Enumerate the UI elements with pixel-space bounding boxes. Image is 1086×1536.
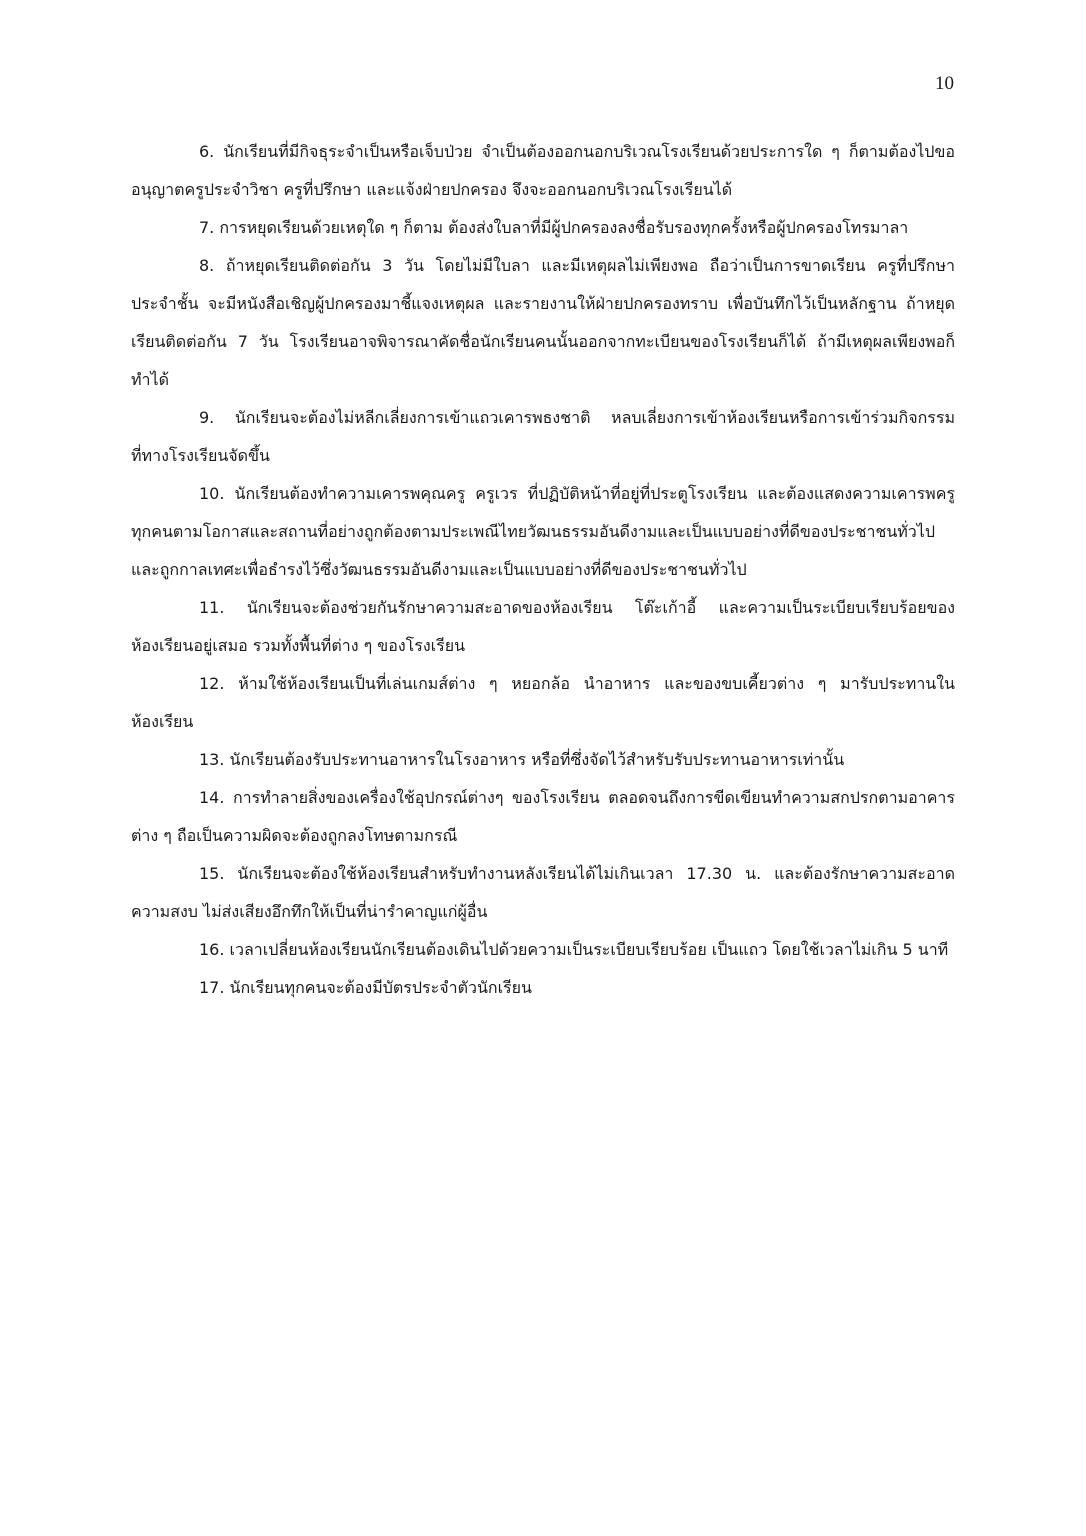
rule-item-10: 10. นักเรียนต้องทำความเคารพคุณครู ครูเวร ที่ปฏิบัติหน้าที่อยู่ที่ประตูโรงเรียน และต้องแสดงความเคารพครูทุกคนตามโอกาสและสถานที่อย่างถูกต้องตามประเพณีไทยวัฒนธรรมอันดีงามและเป็นแบบอย่างที่ดีของประชาชนทั่วไปและถูกกาลเทศะเพื่อธำรงไว้ซึ่งวัฒนธรรมอันดีงามและเป็นแบบอย่างที่ดีของประชาชนทั่วไป <box>131 484 955 579</box>
rule-item-16: 16. เวลาเปลี่ยนห้องเรียนนักเรียนต้องเดินไปด้วยความเป็นระเบียบเรียบร้อย เป็นแถว โดยใช้เวลาไม่เกิน 5 นาที <box>199 940 949 959</box>
rule-item-6: 6. นักเรียนที่มีกิจธุระจำเป็นหรือเจ็บป่วย จำเป็นต้องออกนอกบริเวณโรงเรียนด้วยประการใด ๆ ก็ตามต้องไปขออนุญาตครูประจำวิชา ครูที่ปรึกษา และแจ้งฝ่ายปกครอง จึงจะออกนอกบริเวณโรงเรียนได้ <box>131 142 955 199</box>
rule-item-7: 7. การหยุดเรียนด้วยเหตุใด ๆ ก็ตาม ต้องส่งใบลาที่มีผู้ปกครองลงชื่อรับรองทุกครั้งหรือผู้ปกครองโทรมาลา <box>199 218 909 237</box>
rule-item-13: 13. นักเรียนต้องรับประทานอาหารในโรงอาหาร หรือที่ซึ่งจัดไว้สำหรับรับประทานอาหารเท่านั้น <box>199 750 845 769</box>
rule-item-17: 17. นักเรียนทุกคนจะต้องมีบัตรประจำตัวนักเรียน <box>199 978 532 997</box>
rule-item-15: 15. นักเรียนจะต้องใช้ห้องเรียนสำหรับทำงานหลังเรียนได้ไม่เกินเวลา 17.30 น. และต้องรักษาความสะอาด ความสงบ ไม่ส่งเสียงอึกทึกให้เป็นที่น่ารำคาญแก่ผู้อื่น <box>131 864 955 921</box>
rule-item-8: 8. ถ้าหยุดเรียนติดต่อกัน 3 วัน โดยไม่มีใบลา และมีเหตุผลไม่เพียงพอ ถือว่าเป็นการขาดเรียน ครูที่ปรึกษาประจำชั้น จะมีหนังสือเชิญผู้ปกครองมาชี้แจงเหตุผล และรายงานให้ฝ่ายปกครองทราบ เพื่อบันทึกไว้เป็นหลักฐาน ถ้าหยุดเรียนติดต่อกัน 7 วัน โรงเรียนอาจพิจารณาคัดชื่อนักเรียนคนนั้นออกจากทะเบียนของโรงเรียนก็ได้ ถ้ามีเหตุผลเพียงพอก็ทำได้ <box>131 256 955 389</box>
rule-item-12: 12. ห้ามใช้ห้องเรียนเป็นที่เล่นเกมส์ต่าง ๆ หยอกล้อ นำอาหาร และของขบเคี้ยวต่าง ๆ มารับประทานในห้องเรียน <box>131 674 955 731</box>
page-number: 10 <box>935 73 954 94</box>
rule-item-9: 9. นักเรียนจะต้องไม่หลีกเลี่ยงการเข้าแถวเคารพธงชาติ หลบเลี่ยงการเข้าห้องเรียนหรือการเข้าร่วมกิจกรรมที่ทางโรงเรียนจัดขึ้น <box>131 408 955 465</box>
rules-list <box>131 133 955 1007</box>
rule-item-14: 14. การทำลายสิ่งของเครื่องใช้อุปกรณ์ต่างๆ ของโรงเรียน ตลอดจนถึงการขีดเขียนทำความสกปรกตามอาคารต่าง ๆ ถือเป็นความผิดจะต้องถูกลงโทษตามกรณี <box>131 788 955 845</box>
rule-item-11: 11. นักเรียนจะต้องช่วยกันรักษาความสะอาดของห้องเรียน โต๊ะเก้าอี้ และความเป็นระเบียบเรียบร้อยของห้องเรียนอยู่เสมอ รวมทั้งพื้นที่ต่าง ๆ ของโรงเรียน <box>131 598 955 655</box>
